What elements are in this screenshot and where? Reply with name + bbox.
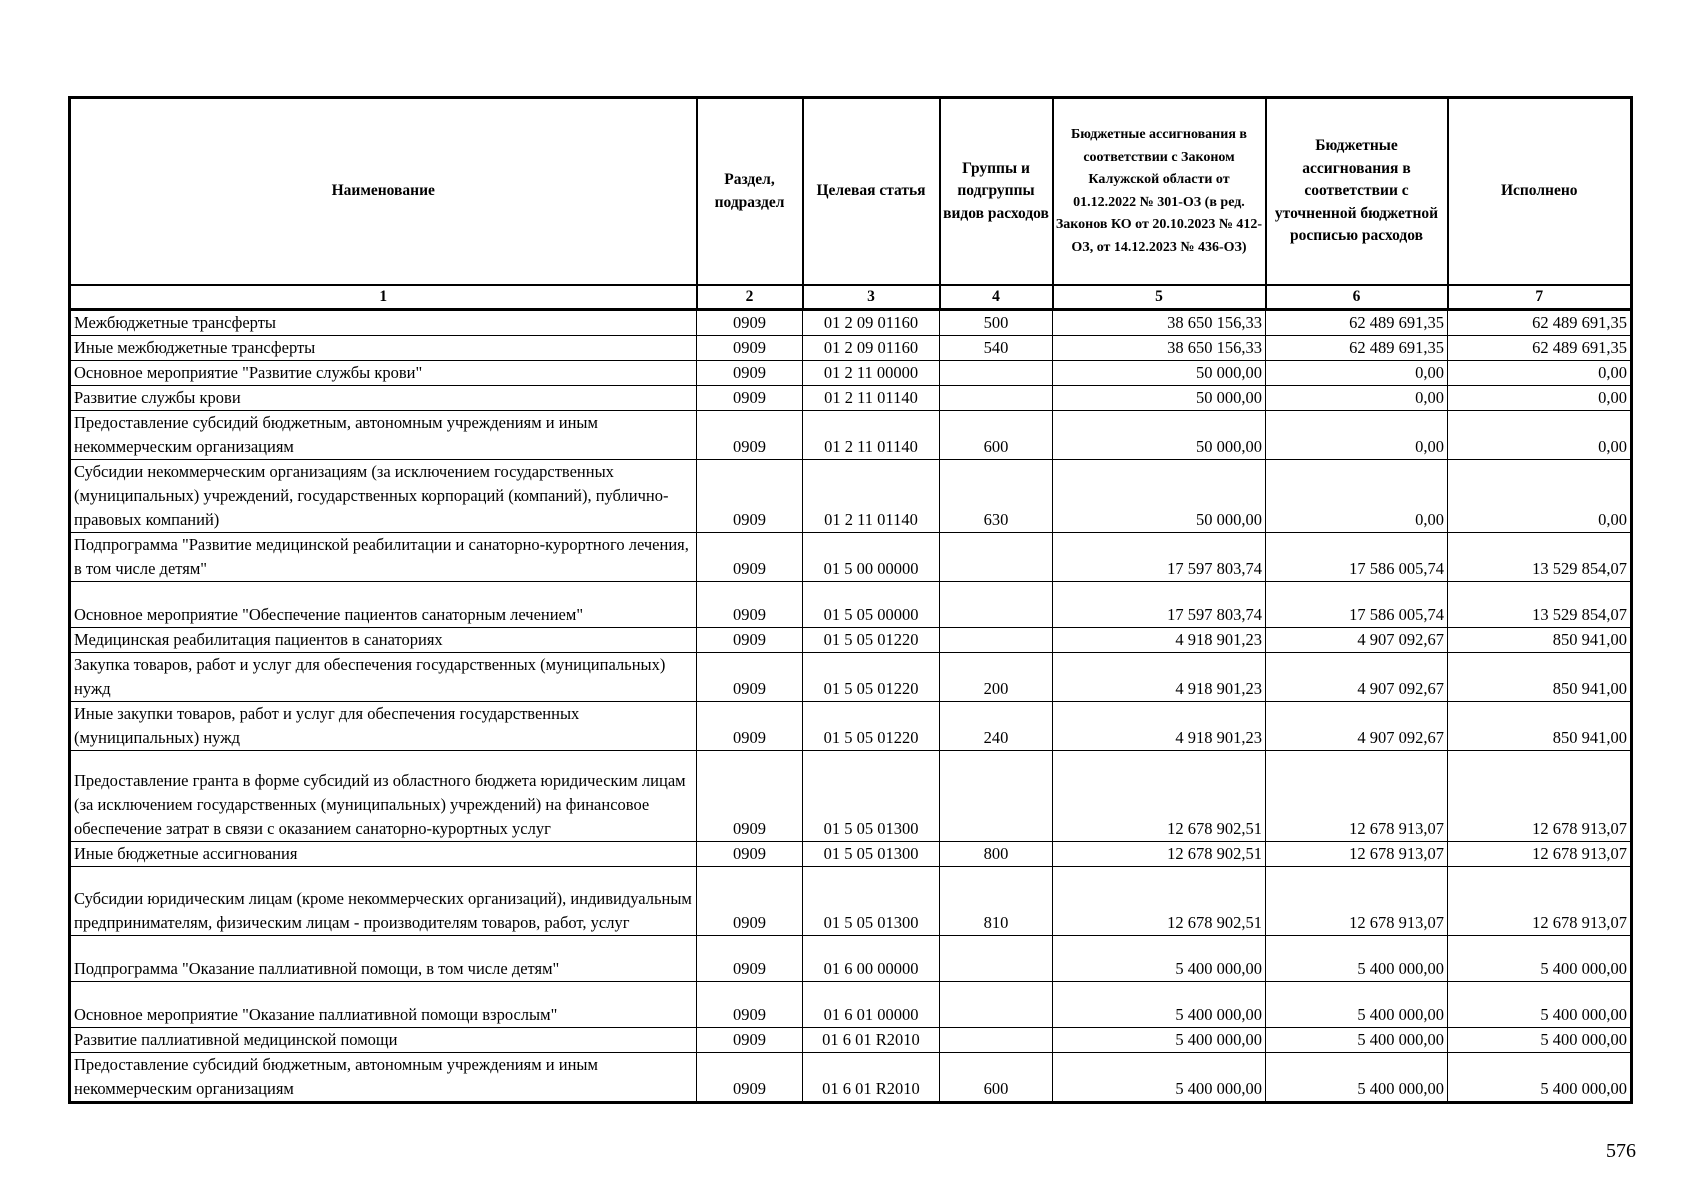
row-vid [940,751,1053,842]
table-row [70,936,1632,982]
row-executed: 0,00 [1448,361,1632,386]
row-statya: 01 6 01 R2010 [803,1028,940,1053]
row-name: Подпрограмма "Оказание паллиативной помощи, в том числе детям" [70,936,697,982]
row-razdel: 0909 [697,628,803,653]
row-budget-plan: 12 678 913,07 [1266,751,1448,842]
row-name: Субсидии некоммерческим организациям (за исключением государственных (муниципальных) учреждений, государственных корпораций (компаний), публично-правовых компаний) [70,460,697,533]
row-statya: 01 5 05 01220 [803,702,940,751]
row-razdel: 0909 [697,982,803,1028]
row-vid [940,982,1053,1028]
row-executed: 0,00 [1448,386,1632,411]
row-budget-law: 38 650 156,33 [1053,310,1266,336]
row-budget-law: 5 400 000,00 [1053,1053,1266,1103]
row-name: Основное мероприятие "Развитие службы крови" [70,361,697,386]
row-budget-law: 12 678 902,51 [1053,751,1266,842]
header-executed: Исполнено [1448,98,1632,286]
row-vid: 810 [940,867,1053,936]
row-vid [940,1028,1053,1053]
row-statya: 01 6 00 00000 [803,936,940,982]
row-vid: 500 [940,310,1053,336]
row-budget-plan: 5 400 000,00 [1266,936,1448,982]
row-budget-law: 4 918 901,23 [1053,628,1266,653]
row-razdel: 0909 [697,842,803,867]
row-vid [940,386,1053,411]
row-budget-plan: 0,00 [1266,386,1448,411]
row-budget-law: 50 000,00 [1053,460,1266,533]
row-razdel: 0909 [697,653,803,702]
row-executed: 12 678 913,07 [1448,751,1632,842]
row-budget-law: 5 400 000,00 [1053,936,1266,982]
table-row [70,460,1632,533]
table-row [70,336,1632,361]
table-row [70,1053,1632,1103]
table-row [70,386,1632,411]
row-razdel: 0909 [697,582,803,628]
header-name: Наименование [70,98,697,286]
row-executed: 13 529 854,07 [1448,533,1632,582]
row-razdel: 0909 [697,460,803,533]
row-executed: 62 489 691,35 [1448,310,1632,336]
row-razdel: 0909 [697,361,803,386]
column-number: 2 [697,285,803,310]
row-statya: 01 5 05 01300 [803,867,940,936]
row-executed: 12 678 913,07 [1448,842,1632,867]
row-name: Подпрограмма "Развитие медицинской реабилитации и санаторно-курортного лечения, в том числе детям" [70,533,697,582]
row-executed: 62 489 691,35 [1448,336,1632,361]
row-budget-plan: 0,00 [1266,361,1448,386]
row-vid: 600 [940,1053,1053,1103]
row-name: Субсидии юридическим лицам (кроме некоммерческих организаций), индивидуальным предпринимателям, физическим лицам - производителям товаров, работ, услуг [70,867,697,936]
row-budget-law: 50 000,00 [1053,411,1266,460]
row-executed: 5 400 000,00 [1448,1053,1632,1103]
row-budget-law: 38 650 156,33 [1053,336,1266,361]
row-razdel: 0909 [697,1028,803,1053]
table-row [70,842,1632,867]
row-name: Иные закупки товаров, работ и услуг для обеспечения государственных (муниципальных) нужд [70,702,697,751]
row-razdel: 0909 [697,936,803,982]
row-budget-law: 12 678 902,51 [1053,867,1266,936]
header-row [70,98,1632,286]
row-vid: 800 [940,842,1053,867]
row-statya: 01 5 05 01220 [803,628,940,653]
row-budget-law: 4 918 901,23 [1053,702,1266,751]
column-number-row [70,285,1632,310]
row-razdel: 0909 [697,533,803,582]
row-statya: 01 5 05 01300 [803,751,940,842]
row-vid: 630 [940,460,1053,533]
row-budget-plan: 17 586 005,74 [1266,533,1448,582]
column-number: 1 [70,285,697,310]
row-statya: 01 5 00 00000 [803,533,940,582]
header-budget-law: Бюджетные ассигнования в соответствии с Законом Калужской области от 01.12.2022 № 301-ОЗ (в ред. Законов КО от 20.10.2023 № 412-ОЗ, от 14.12.2023 № 436-ОЗ) [1053,98,1266,286]
row-statya: 01 2 11 01140 [803,460,940,533]
row-vid: 540 [940,336,1053,361]
table-row [70,867,1632,936]
row-budget-law: 50 000,00 [1053,361,1266,386]
row-budget-plan: 5 400 000,00 [1266,1053,1448,1103]
row-statya: 01 2 11 01140 [803,411,940,460]
row-budget-law: 50 000,00 [1053,386,1266,411]
row-vid [940,361,1053,386]
table-row [70,982,1632,1028]
row-vid: 600 [940,411,1053,460]
header-budget-plan: Бюджетные ассигнования в соответствии с уточненной бюджетной росписью расходов [1266,98,1448,286]
row-vid [940,936,1053,982]
row-razdel: 0909 [697,1053,803,1103]
table-row [70,411,1632,460]
row-name: Закупка товаров, работ и услуг для обеспечения государственных (муниципальных) нужд [70,653,697,702]
row-executed: 5 400 000,00 [1448,982,1632,1028]
row-name: Предоставление субсидий бюджетным, автономным учреждениям и иным некоммерческим организациям [70,411,697,460]
table-row [70,653,1632,702]
table-row [70,361,1632,386]
table-row [70,533,1632,582]
row-name: Межбюджетные трансферты [70,310,697,336]
row-executed: 850 941,00 [1448,702,1632,751]
row-name: Развитие службы крови [70,386,697,411]
row-budget-plan: 62 489 691,35 [1266,310,1448,336]
budget-table [68,96,1633,1104]
row-razdel: 0909 [697,702,803,751]
row-razdel: 0909 [697,336,803,361]
row-budget-plan: 5 400 000,00 [1266,982,1448,1028]
table-row [70,582,1632,628]
row-razdel: 0909 [697,310,803,336]
row-statya: 01 2 09 01160 [803,336,940,361]
row-statya: 01 6 01 R2010 [803,1053,940,1103]
row-executed: 13 529 854,07 [1448,582,1632,628]
row-budget-law: 17 597 803,74 [1053,582,1266,628]
row-statya: 01 6 01 00000 [803,982,940,1028]
table-row [70,1028,1632,1053]
row-name: Иные межбюджетные трансферты [70,336,697,361]
row-budget-plan: 12 678 913,07 [1266,842,1448,867]
row-executed: 850 941,00 [1448,628,1632,653]
row-executed: 5 400 000,00 [1448,1028,1632,1053]
row-budget-plan: 17 586 005,74 [1266,582,1448,628]
row-statya: 01 5 05 01220 [803,653,940,702]
header-vid: Группы и подгруппы видов расходов [940,98,1053,286]
row-executed: 12 678 913,07 [1448,867,1632,936]
row-executed: 5 400 000,00 [1448,936,1632,982]
table-row [70,702,1632,751]
row-budget-law: 12 678 902,51 [1053,842,1266,867]
row-budget-plan: 5 400 000,00 [1266,1028,1448,1053]
table-row [70,628,1632,653]
column-number: 6 [1266,285,1448,310]
row-budget-plan: 4 907 092,67 [1266,628,1448,653]
table-row [70,310,1632,336]
row-vid [940,628,1053,653]
row-budget-plan: 12 678 913,07 [1266,867,1448,936]
header-statya: Целевая статья [803,98,940,286]
row-statya: 01 5 05 01300 [803,842,940,867]
row-statya: 01 2 09 01160 [803,310,940,336]
column-number: 7 [1448,285,1632,310]
row-statya: 01 2 11 01140 [803,386,940,411]
row-budget-plan: 4 907 092,67 [1266,702,1448,751]
column-number: 5 [1053,285,1266,310]
row-executed: 0,00 [1448,411,1632,460]
row-statya: 01 2 11 00000 [803,361,940,386]
row-name: Предоставление гранта в форме субсидий из областного бюджета юридическим лицам (за исключением государственных (муниципальных) учреждений) на финансовое обеспечение затрат в связи с оказанием санаторно-курортных услуг [70,751,697,842]
row-budget-law: 4 918 901,23 [1053,653,1266,702]
row-name: Основное мероприятие "Оказание паллиативной помощи взрослым" [70,982,697,1028]
page-number: 576 [1606,1140,1636,1162]
column-number: 4 [940,285,1053,310]
header-razdel: Раздел, подраздел [697,98,803,286]
row-razdel: 0909 [697,867,803,936]
table-row [70,751,1632,842]
row-name: Медицинская реабилитация пациентов в санаториях [70,628,697,653]
row-razdel: 0909 [697,411,803,460]
row-vid: 200 [940,653,1053,702]
row-executed: 0,00 [1448,460,1632,533]
row-executed: 850 941,00 [1448,653,1632,702]
row-budget-plan: 4 907 092,67 [1266,653,1448,702]
row-budget-plan: 0,00 [1266,460,1448,533]
row-vid [940,582,1053,628]
row-budget-law: 5 400 000,00 [1053,1028,1266,1053]
column-number: 3 [803,285,940,310]
row-statya: 01 5 05 00000 [803,582,940,628]
row-name: Иные бюджетные ассигнования [70,842,697,867]
row-budget-law: 17 597 803,74 [1053,533,1266,582]
row-name: Основное мероприятие "Обеспечение пациентов санаторным лечением" [70,582,697,628]
row-budget-law: 5 400 000,00 [1053,982,1266,1028]
table-body [70,310,1632,1103]
row-razdel: 0909 [697,386,803,411]
table-header [70,98,1632,310]
row-name: Развитие паллиативной медицинской помощи [70,1028,697,1053]
row-name: Предоставление субсидий бюджетным, автономным учреждениям и иным некоммерческим организациям [70,1053,697,1103]
row-vid: 240 [940,702,1053,751]
row-budget-plan: 0,00 [1266,411,1448,460]
row-razdel: 0909 [697,751,803,842]
row-budget-plan: 62 489 691,35 [1266,336,1448,361]
row-vid [940,533,1053,582]
